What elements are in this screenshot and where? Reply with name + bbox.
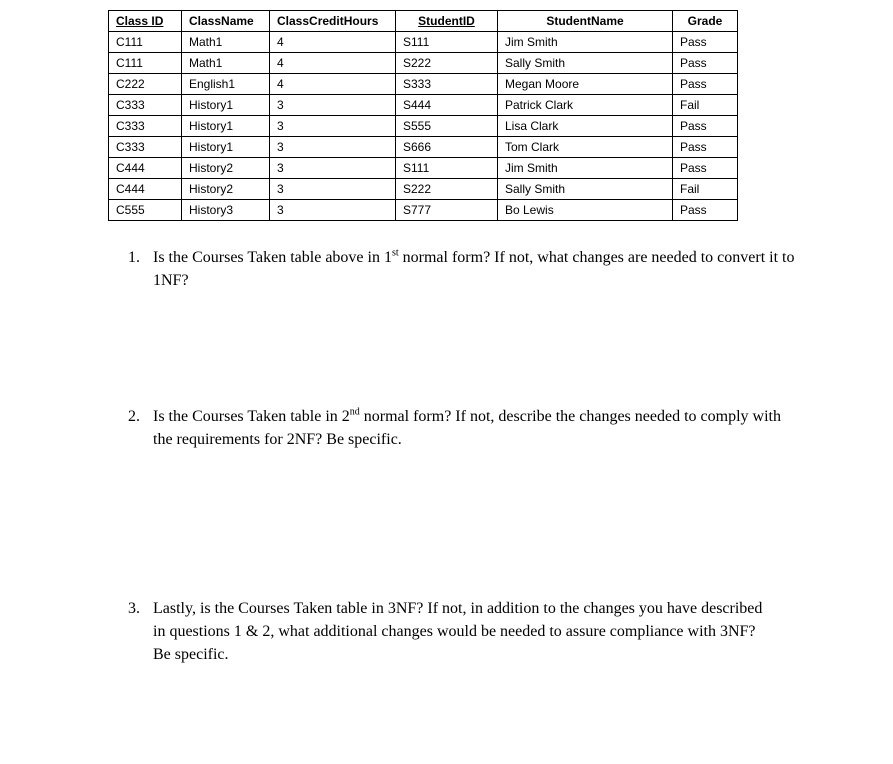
cell-credit-hours: 4: [270, 74, 396, 95]
cell-class-name: History1: [182, 95, 270, 116]
cell-student-name: Sally Smith: [498, 53, 673, 74]
cell-class-name: English1: [182, 74, 270, 95]
table-header-row: [109, 11, 738, 32]
cell-class-id: C444: [109, 158, 182, 179]
question-text: Is the Courses Taken table in 2nd normal form? If not, describe the changes needed to comply with the requirements for 2NF? Be specific.: [153, 406, 781, 448]
cell-student-name: Patrick Clark: [498, 95, 673, 116]
cell-student-name: Jim Smith: [498, 32, 673, 53]
table-row: [109, 179, 738, 200]
cell-credit-hours: 3: [270, 158, 396, 179]
cell-grade: Pass: [673, 53, 738, 74]
column-header-student-id: StudentID: [396, 11, 498, 32]
cell-credit-hours: 3: [270, 95, 396, 116]
column-header-grade: Grade: [673, 11, 738, 32]
cell-grade: Pass: [673, 74, 738, 95]
cell-credit-hours: 3: [270, 137, 396, 158]
table-row: [109, 200, 738, 221]
cell-class-id: C444: [109, 179, 182, 200]
cell-grade: Pass: [673, 137, 738, 158]
courses-taken-table: [108, 10, 738, 221]
question-text: Is the Courses Taken table above in 1st normal form? If not, what changes are needed to convert it to 1NF?: [153, 247, 795, 289]
question-number: 1.: [128, 249, 140, 266]
cell-student-id: S222: [396, 179, 498, 200]
cell-class-id: C222: [109, 74, 182, 95]
cell-class-name: History2: [182, 158, 270, 179]
question-2: [128, 405, 803, 451]
cell-student-id: S444: [396, 95, 498, 116]
cell-student-id: S555: [396, 116, 498, 137]
table-body: [109, 32, 738, 221]
column-header-class-name: ClassName: [182, 11, 270, 32]
cell-student-id: S333: [396, 74, 498, 95]
cell-student-id: S111: [396, 32, 498, 53]
table-row: [109, 32, 738, 53]
cell-class-name: History3: [182, 200, 270, 221]
cell-grade: Pass: [673, 200, 738, 221]
column-header-class-credit-hours: ClassCreditHours: [270, 11, 396, 32]
cell-class-id: C333: [109, 137, 182, 158]
cell-class-name: Math1: [182, 32, 270, 53]
cell-grade: Fail: [673, 179, 738, 200]
column-header-class-id: Class ID: [109, 11, 182, 32]
cell-student-id: S666: [396, 137, 498, 158]
cell-credit-hours: 3: [270, 116, 396, 137]
cell-credit-hours: 3: [270, 200, 396, 221]
table-row: [109, 74, 738, 95]
column-header-student-name: StudentName: [498, 11, 673, 32]
cell-class-id: C111: [109, 53, 182, 74]
cell-class-name: Math1: [182, 53, 270, 74]
cell-student-name: Megan Moore: [498, 74, 673, 95]
cell-class-name: History1: [182, 116, 270, 137]
table-row: [109, 158, 738, 179]
question-3: [128, 597, 773, 666]
cell-student-name: Lisa Clark: [498, 116, 673, 137]
question-1: [128, 246, 803, 292]
cell-student-name: Sally Smith: [498, 179, 673, 200]
table-row: [109, 116, 738, 137]
cell-student-id: S777: [396, 200, 498, 221]
cell-grade: Pass: [673, 116, 738, 137]
cell-credit-hours: 3: [270, 179, 396, 200]
cell-grade: Pass: [673, 32, 738, 53]
cell-class-id: C333: [109, 116, 182, 137]
cell-class-id: C333: [109, 95, 182, 116]
table-row: [109, 137, 738, 158]
cell-class-name: History1: [182, 137, 270, 158]
question-number: 2.: [128, 408, 140, 425]
table-row: [109, 53, 738, 74]
cell-student-name: Tom Clark: [498, 137, 673, 158]
cell-grade: Fail: [673, 95, 738, 116]
cell-credit-hours: 4: [270, 32, 396, 53]
cell-grade: Pass: [673, 158, 738, 179]
cell-class-id: C111: [109, 32, 182, 53]
cell-student-id: S111: [396, 158, 498, 179]
cell-class-name: History2: [182, 179, 270, 200]
cell-class-id: C555: [109, 200, 182, 221]
table-row: [109, 95, 738, 116]
question-number: 3.: [128, 600, 140, 617]
question-text: Lastly, is the Courses Taken table in 3NF? If not, in addition to the changes you have described in questions 1 & 2, what additional changes would be needed to assure compliance with 3NF? Be specific.: [153, 600, 763, 663]
cell-student-name: Bo Lewis: [498, 200, 673, 221]
cell-student-name: Jim Smith: [498, 158, 673, 179]
cell-student-id: S222: [396, 53, 498, 74]
cell-credit-hours: 4: [270, 53, 396, 74]
